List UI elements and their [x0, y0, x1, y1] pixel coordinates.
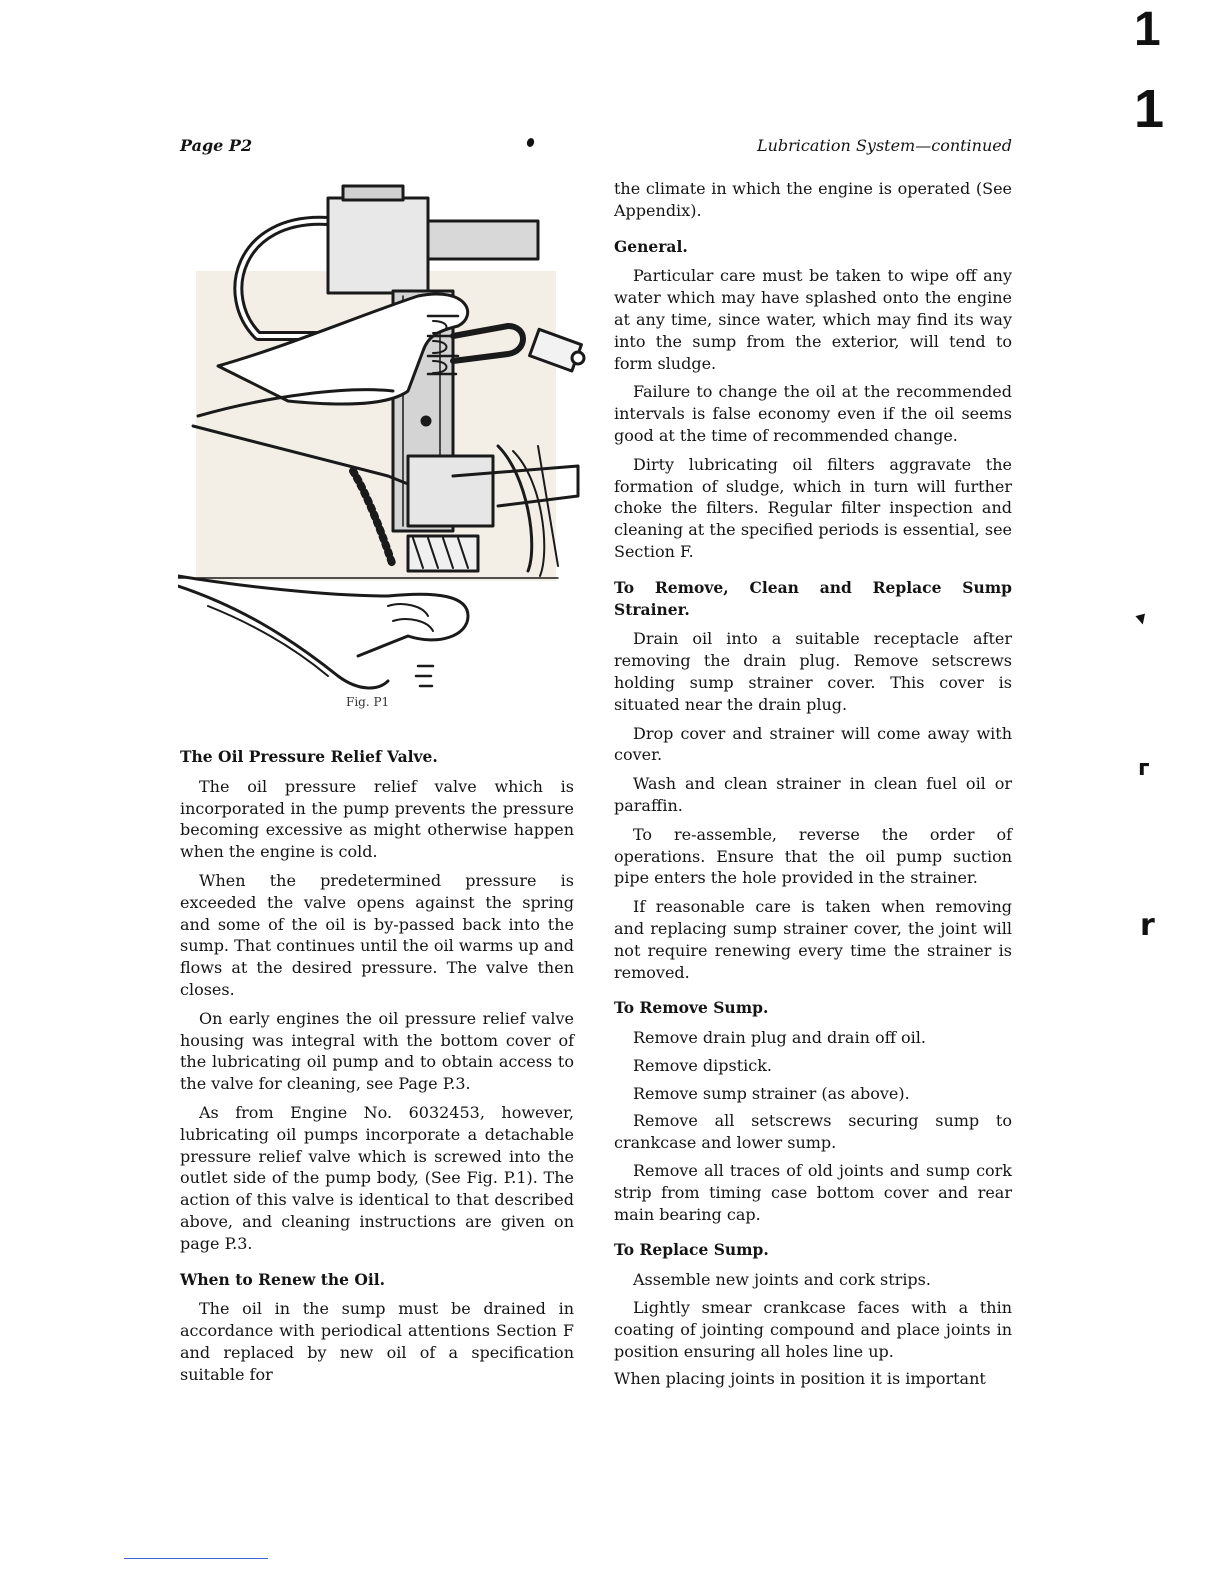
margin-tick: ᴦ — [1138, 756, 1150, 781]
running-title: Lubrication System—continued — [756, 136, 1012, 155]
margin-tick: r — [1140, 908, 1155, 943]
step: Remove dipstick. — [633, 1055, 773, 1075]
paragraph: the climate in which the engine is operated (See Appendix). — [614, 179, 1012, 220]
step: Assemble new joints and cork strips. — [633, 1270, 931, 1290]
paragraph: The oil in the sump must be drained in accordance with periodical attentions Section F and replaced by new oil of a specification suitable for — [180, 1299, 574, 1384]
paragraph: Particular care must be taken to wipe off any water which may have splashed onto the engine at any time, since water, which may find its way into the sump from the exterior, will tend to form sludge. — [614, 266, 1012, 373]
step: Lightly smear crankcase faces with a thin coating of jointing compound and place joints in position ensuring all holes line up. — [614, 1298, 1012, 1361]
figure-caption: Fig. P1 — [346, 695, 390, 709]
step: Remove drain plug and drain off oil. — [633, 1028, 926, 1048]
step: When placing joints in position it is important — [614, 1369, 986, 1389]
footer-rule — [124, 1558, 268, 1559]
paragraph: To re-assemble, reverse the order of operations. Ensure that the oil pump suction pipe enters the hole provided in the strainer. — [614, 824, 1012, 888]
paragraph: If reasonable care is taken when removing and replacing sump strainer cover, the joint will not require renewing every time the strainer is removed. — [614, 897, 1012, 982]
step: Remove all setscrews securing sump to crankcase and lower sump. — [614, 1111, 1012, 1153]
section-heading: To Remove Sump. — [614, 998, 769, 1018]
paragraph: Failure to change the oil at the recommended intervals is false economy even if the oil seems good at the time of recommended change. — [614, 382, 1012, 445]
section-heading: To Replace Sump. — [614, 1240, 769, 1260]
section-heading: The Oil Pressure Relief Valve. — [180, 747, 438, 766]
section-heading: General. — [614, 236, 688, 256]
page-number: Page P2 — [180, 136, 253, 155]
step-list — [614, 1269, 1012, 1390]
margin-tick: ▾ — [1133, 605, 1149, 631]
step-list — [614, 1027, 1012, 1225]
step: Remove sump strainer (as above). — [633, 1083, 910, 1103]
ink-dot — [526, 137, 536, 148]
paragraph: When the predetermined pressure is exceeded the valve opens against the spring and some of the oil is by-passed back into the sump. That continues until the oil warms up and flows at the desired pressure. The valve then closes. — [180, 870, 574, 999]
right-column — [614, 178, 1012, 1396]
paragraph: Drain oil into a suitable receptacle after removing the drain plug. Remove setscrews holding sump strainer cover. This cover is situated near the drain plug. — [614, 629, 1012, 714]
paragraph: The oil pressure relief valve which is incorporated in the pump prevents the pressure becoming excessive as might otherwise happen when the engine is cold. — [180, 776, 574, 862]
edge-mark: 1 — [1134, 3, 1161, 56]
section-heading: When to Renew the Oil. — [180, 1269, 386, 1289]
section-heading: To Remove, Clean and Replace Sump Strainer. — [614, 577, 1012, 619]
oil-pump-illustration-icon — [178, 176, 598, 716]
paragraph: As from Engine No. 6032453, however, lubricating oil pumps incorporate a detachable pressure relief valve which is screwed into the outlet side of the pump body, (See Fig. P.1). The action of this valve is identical to that described above, and cleaning instructions are given on page P.3. — [180, 1102, 574, 1253]
paragraph: Drop cover and strainer will come away with cover. — [614, 723, 1012, 765]
step: Remove all traces of old joints and sump cork strip from timing case bottom cover and rear main bearing cap. — [614, 1161, 1012, 1224]
paragraph: Dirty lubricating oil filters aggravate the formation of sludge, which in turn will further choke the filters. Regular filter inspection and cleaning at the specified periods is essential, see Section F. — [614, 454, 1012, 561]
paragraph: Wash and clean strainer in clean fuel oil or paraffin. — [614, 774, 1012, 815]
left-column — [180, 746, 574, 1393]
edge-mark: 1 — [1134, 79, 1165, 139]
paragraph: On early engines the oil pressure relief valve housing was integral with the bottom cover of the lubricating oil pump and to obtain access to the valve for cleaning, see Page P.3. — [180, 1008, 574, 1094]
